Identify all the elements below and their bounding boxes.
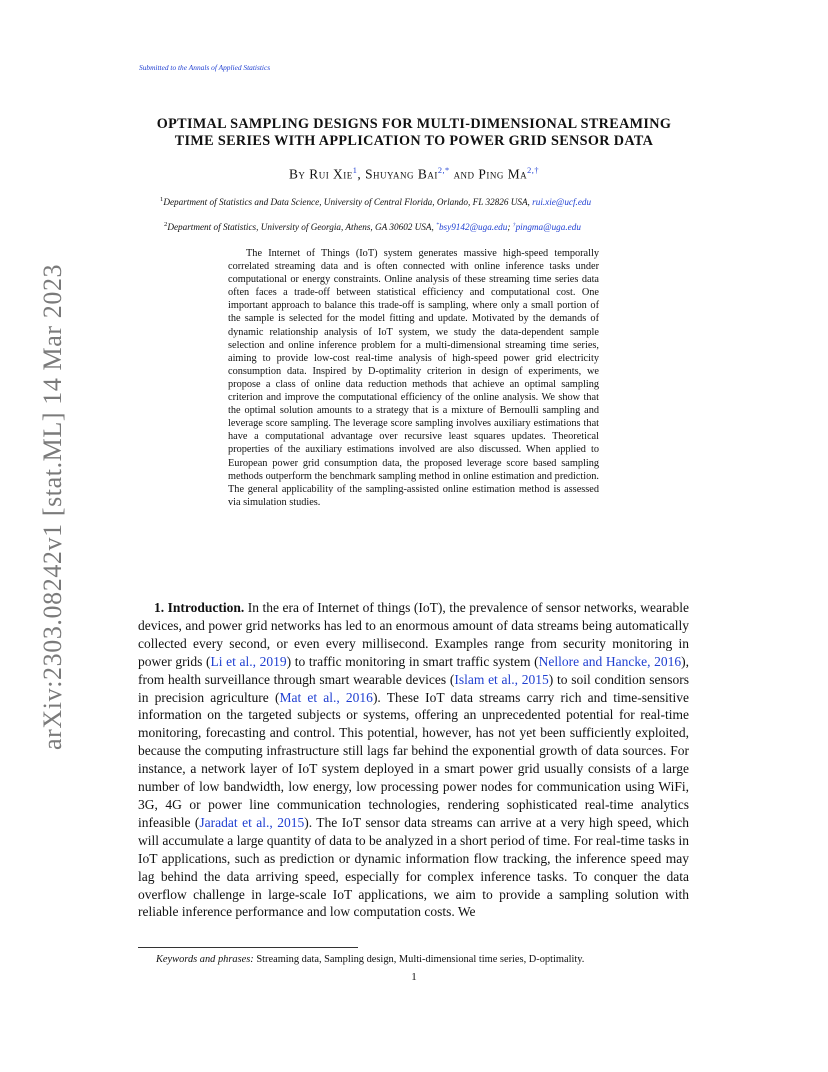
intro-text-2: ) to traffic monitoring in smart traffic system ( [286, 653, 539, 669]
intro-text-6: ). The IoT sensor data streams can arrive at a very high speed, which will accumulate a large quantity of data to be analyzed in a short period of time. For real-time tasks in IoT applications, such as prediction or dynamic information flow tracking, the inference speed may lag behind the data arriving speed, especially for complex inference tasks. To conquer the data overflow challenge in large-scale IoT applications, we aim to provide a sampling solution with reliable inference performance and low computation costs. We [138, 814, 689, 920]
intro-text-4: ) to soil condition sensors in precision agriculture ( [138, 671, 690, 705]
citation-link[interactable]: Jaradat et al., 2015 [199, 814, 305, 830]
author-name-1: Rui Xie [309, 166, 353, 182]
keywords-footnote [156, 954, 584, 965]
and-word: and [453, 166, 475, 182]
journal-header: Submitted to the Annals of Applied Statistics [139, 63, 271, 72]
intro-text-5: ). These IoT data streams carry rich and time-sensitive information on the targeted subjects or systems, offering an unprecedented potential for real-time monitoring, forecasting and control. This potential, however, has not yet been sufficiently exploited, because the computing infrastructure still lags far behind the exponential growth of data sources. For instance, a network layer of IoT system deployed in a smart power grid usually consists of a large number of low bandwidth, low energy, low processing power nodes for communication using WiFi, 3G, 4G or power line communication technologies, rendering sophisticated real-time analytics infeasible ( [138, 689, 690, 830]
keywords-label: Keywords and phrases: [156, 954, 254, 965]
email-link-1[interactable]: rui.xie@ucf.edu [532, 197, 592, 208]
footnote-divider [138, 947, 358, 948]
citation-link[interactable]: Li et al., 2019 [210, 653, 287, 669]
title-line-1: OPTIMAL SAMPLING DESIGNS FOR MULTI-DIMENSIONAL STREAMING [156, 116, 672, 132]
citation-link[interactable]: Mat et al., 2016 [279, 689, 373, 705]
affiliation-1-text: Department of Statistics and Data Science, University of Central Florida, Orlando, FL 32826 USA, [163, 197, 533, 208]
email-link-3[interactable]: pingma@uga.edu [515, 222, 581, 233]
section-heading: 1. Introduction. [154, 600, 245, 615]
intro-text-3: ), from health surveillance through smart wearable devices ( [138, 653, 690, 687]
title-line-2: TIME SERIES WITH APPLICATION TO POWER GRID SENSOR DATA [174, 133, 654, 149]
affiliation-1-number: 1 [160, 196, 164, 203]
introduction-section [138, 599, 689, 921]
abstract: The Internet of Things (IoT) system generates massive high-speed temporally correlated streaming data and is often connected with online inference tasks under computational or energy constraints. Online analysis of these streaming time series data often faces a trade-off between statistical efficiency and computational cost. One important approach to balance this trade-off is sampling, where only a small portion of the sample is selected for the model fitting and update. Motivated by the demands of dynamic relationship analysis of IoT system, we study the data-dependent sample selection and online inference problem for a multi-dimensional streaming time series, aiming to provide low-cost real-time analysis of high-speed power grid electricity consumption data. Inspired by D-optimality criterion in design of experiments, we propose a class of online data reduction methods that achieve an optimal sampling criterion and improve the computational efficiency of the online analysis. We show that the optimal solution amounts to a strategy that is a mixture of Bernoulli sampling and leverage score sampling. The leverage score sampling involves auxiliary estimations that have a computational advantage over recursive least squares updates. Theoretical properties of the auxiliary estimations involved are also discussed. When applied to European power grid consumption data, the proposed leverage score based sampling methods outperform the benchmark sampling method in online estimation and prediction. The general applicability of the sampling-assisted online estimation method is assessed via simulation studies. [228, 248, 599, 508]
author-list: By Rui Xie$^1$, Shuyang Bai$^{2,*}$ and Ping $Ma^{2,\dagger}$ [288, 166, 539, 182]
intro-text-1: In the era of Internet of things (IoT), the prevalence of sensor networks, wearable devices, and power grid networks has led to an enormous amount of data streams being automatically collected every second, or even every millisecond. Examples range from security monitoring in power grids ( [138, 600, 689, 669]
affiliation-1 [160, 194, 700, 208]
email-link-2[interactable]: bsy9142@uga.edu [438, 222, 508, 233]
citation-link[interactable]: Islam et al., 2015 [454, 671, 549, 687]
arxiv-side-stamp: arXiv:2303.08242v1 [stat.ML] 14 Mar 2023 [38, 263, 67, 750]
email-mark-2: † [512, 222, 516, 228]
citation-link[interactable]: Nellore and Hancke, 2016 [538, 653, 682, 669]
email-mark-1: * [436, 222, 439, 228]
author-affil-mark-1[interactable]: 1 [352, 166, 358, 175]
author-affil-mark-3[interactable]: 2,† [527, 166, 539, 175]
affiliation-2-text: Department of Statistics, University of Georgia, Athens, GA 30602 USA, [167, 222, 437, 233]
keywords-text: Streaming data, Sampling design, Multi-dimensional time series, D-optimality. [253, 954, 585, 965]
by-word: By [288, 166, 306, 182]
affiliation-2 [164, 219, 704, 233]
author-affil-mark-2[interactable]: 2,* [437, 166, 450, 175]
paper-title [138, 116, 690, 150]
author-name-2: Shuyang Bai [365, 166, 438, 182]
page-number: 1 [411, 971, 417, 983]
affiliation-2-number: 2 [164, 221, 168, 228]
author-name-3: Ping Ma [478, 166, 528, 182]
email-separator: ; [507, 222, 513, 233]
